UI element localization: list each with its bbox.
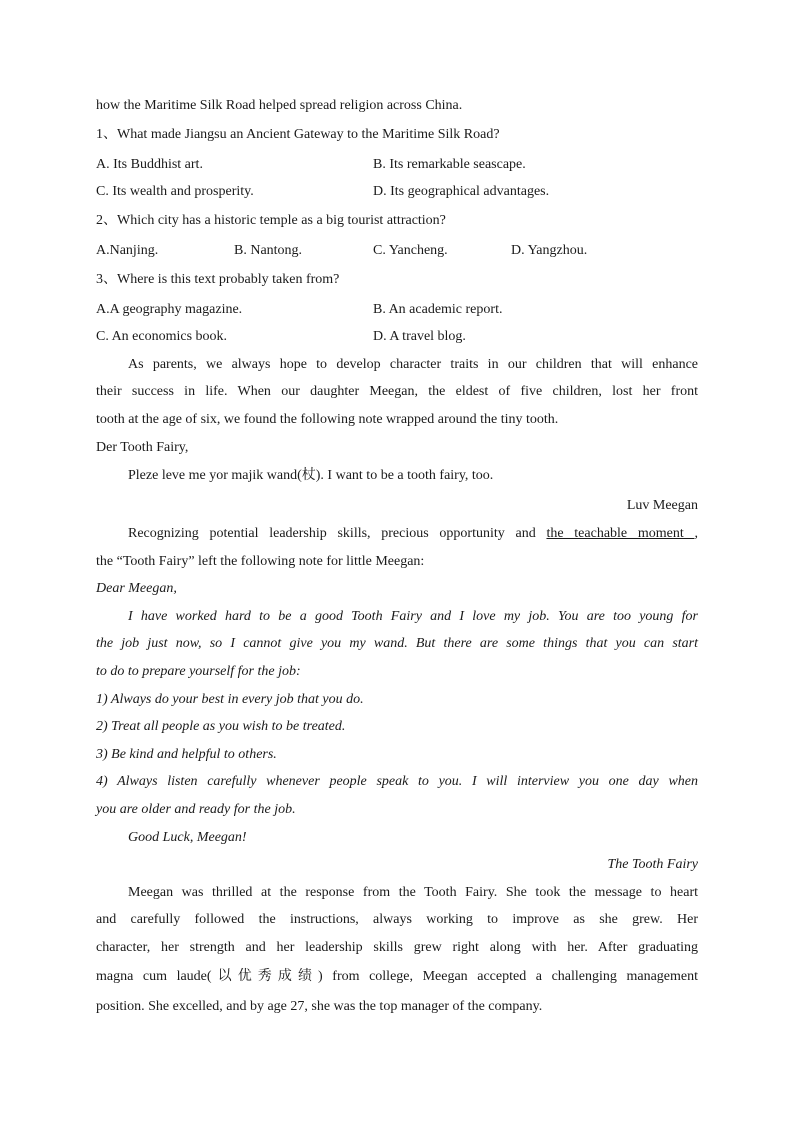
q2-option-d: D. Yangzhou. [511, 243, 588, 258]
note-salutation: Der Tooth Fairy, [96, 440, 189, 455]
paragraph-2-line-2: the “Tooth Fairy” left the following note for little Meegan: [96, 554, 425, 569]
paragraph-1-line-1: As parents, we always hope to develop character traits in our children that will enhance [128, 357, 698, 372]
q2-option-a: A.Nanjing. [96, 243, 159, 258]
letter-signature: The Tooth Fairy [607, 857, 698, 872]
paragraph-3-line-1: Meegan was thrilled at the response from the Tooth Fairy. She took the message to heart [128, 885, 698, 900]
question-1: 1、What made Jiangsu an Ancient Gateway to the Maritime Silk Road? [96, 127, 500, 142]
letter-salutation: Dear Meegan, [96, 581, 177, 596]
letter-line-1: I have worked hard to be a good Tooth Fairy and I love my job. You are too young for [128, 609, 698, 624]
q2-option-b: B. Nantong. [234, 243, 303, 258]
letter-line-3: to do to prepare yourself for the job: [96, 664, 301, 679]
paragraph-3-line-2: and carefully followed the instructions, always working to improve as she grew. Her [96, 912, 698, 927]
q3-option-d: D. A travel blog. [373, 329, 466, 344]
paragraph-1-line-2: their success in life. When our daughter Meegan, the eldest of five children, lost her front [96, 384, 698, 399]
note-signature: Luv Meegan [626, 498, 698, 513]
letter-closing: Good Luck, Meegan! [128, 830, 247, 845]
paragraph-2-line-1 [128, 525, 698, 543]
letter-rule-4-line-2: you are older and ready for the job. [96, 802, 296, 817]
q1-option-c: C. Its wealth and prosperity. [96, 184, 254, 199]
paragraph-3-line-3: character, her strength and her leadership skills grew right along with her. After graduating [96, 940, 698, 955]
q2-option-c: C. Yancheng. [373, 243, 448, 258]
note-body: Pleze leve me yor majik wand(杖). I want to be a tooth fairy, too. [128, 468, 494, 483]
paragraph-2-text: Recognizing potential leadership skills, precious opportunity and [128, 526, 547, 541]
letter-rule-1: 1) Always do your best in every job that you do. [96, 692, 364, 707]
paragraph-3-line-4: magna cum laude(以优秀成绩) from college, Meegan accepted a challenging management [96, 969, 698, 984]
paragraph-3-line-5: position. She excelled, and by age 27, she was the top manager of the company. [96, 999, 543, 1014]
q1-option-a: A. Its Buddhist art. [96, 157, 203, 172]
q1-option-d: D. Its geographical advantages. [373, 184, 550, 199]
question-2: 2、Which city has a historic temple as a big tourist attraction? [96, 213, 446, 228]
teachable-moment-underline: the teachable moment [546, 526, 695, 541]
q3-option-b: B. An academic report. [373, 302, 503, 317]
paragraph-1-line-3: tooth at the age of six, we found the following note wrapped around the tiny tooth. [96, 412, 559, 427]
paragraph-2-comma: , [694, 526, 698, 541]
q3-option-a: A.A geography magazine. [96, 302, 243, 317]
letter-rule-4-line-1: 4) Always listen carefully whenever people speak to you. I will interview you one day when [96, 774, 698, 789]
q3-option-c: C. An economics book. [96, 329, 228, 344]
letter-rule-3: 3) Be kind and helpful to others. [96, 747, 277, 762]
letter-line-2: the job just now, so I cannot give you my wand. But there are some things that you can start [96, 636, 698, 651]
q1-option-b: B. Its remarkable seascape. [373, 157, 526, 172]
letter-rule-2: 2) Treat all people as you wish to be treated. [96, 719, 346, 734]
intro-line: how the Maritime Silk Road helped spread religion across China. [96, 98, 463, 113]
question-3: 3、Where is this text probably taken from? [96, 272, 340, 287]
